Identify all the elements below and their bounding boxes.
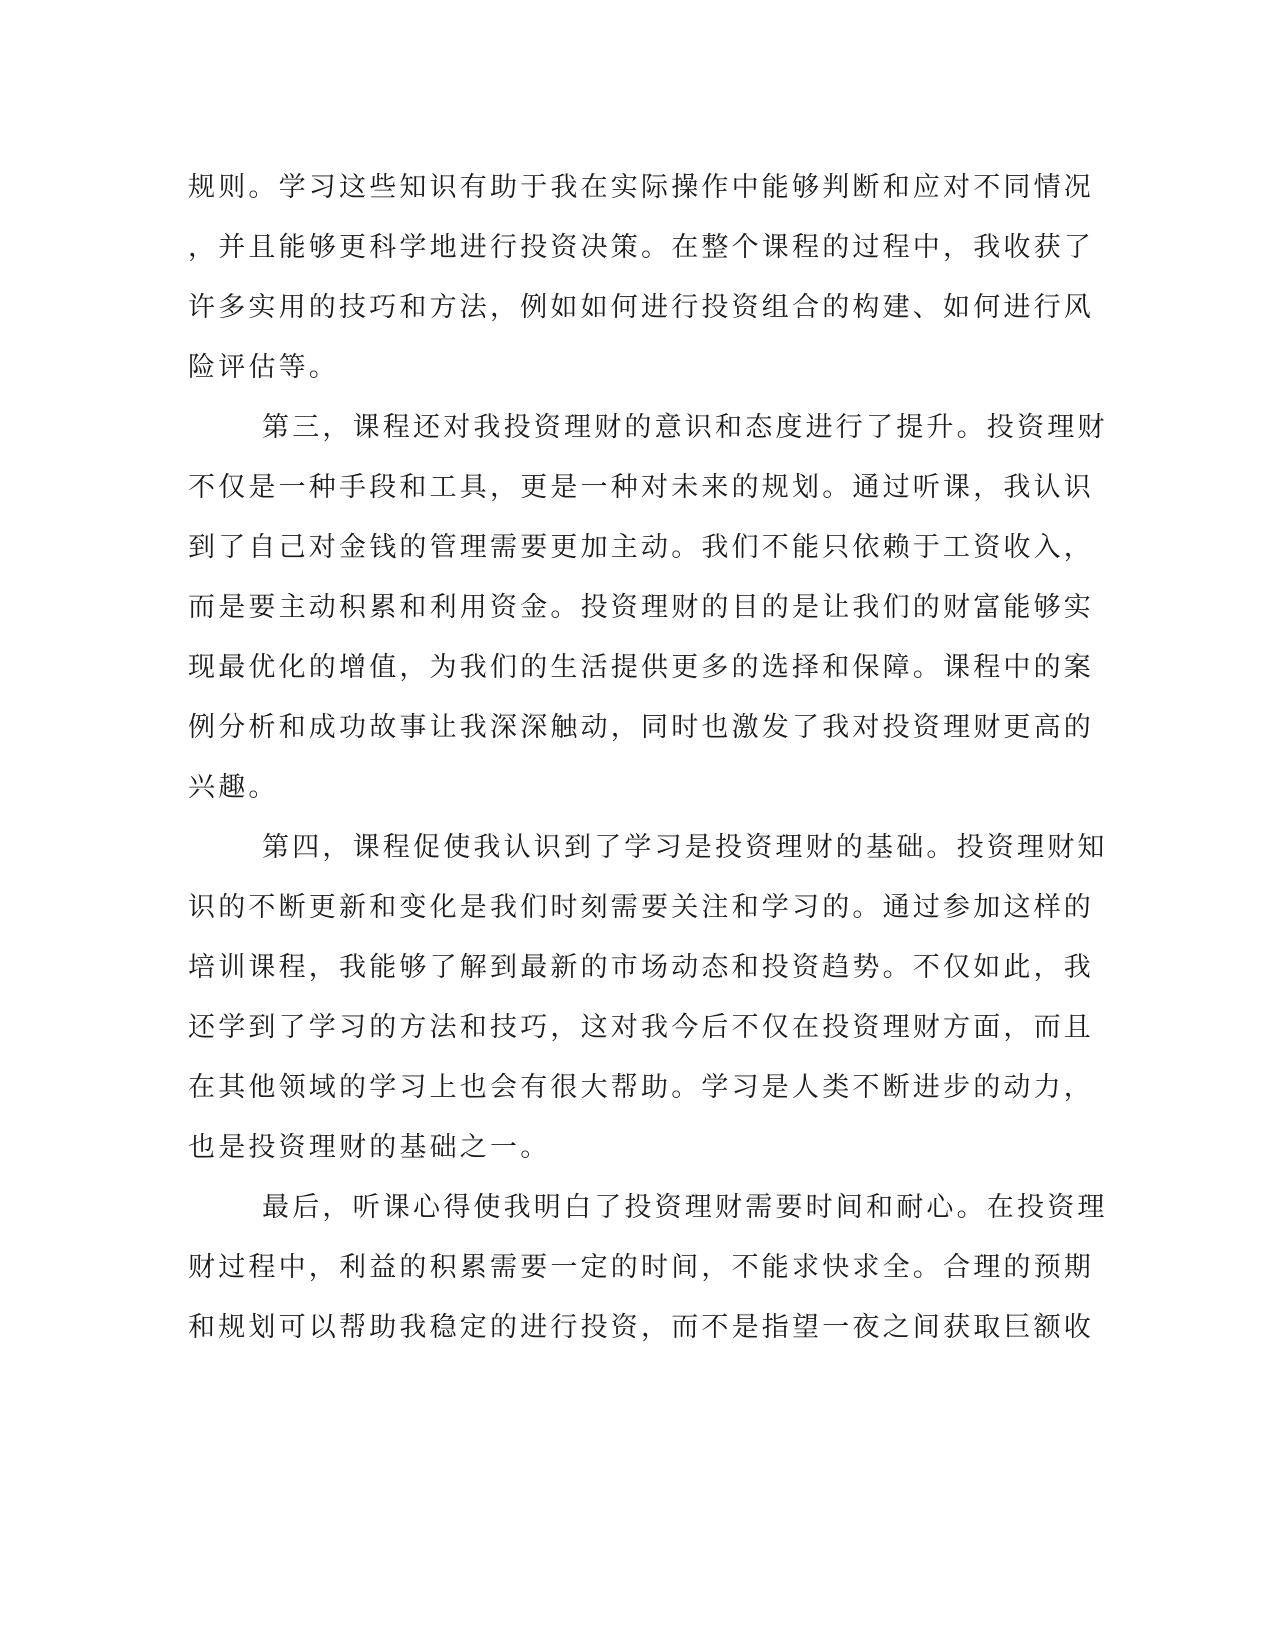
text-line: 到了自己对金钱的管理需要更加主动。我们不能只依赖于工资收入，	[188, 532, 1094, 563]
text-line: 培训课程，我能够了解到最新的市场动态和投资趋势。不仅如此，我	[188, 952, 1094, 983]
text-line: 兴趣。	[188, 772, 279, 803]
text-line: 规则。学习这些知识有助于我在实际操作中能够判断和应对不同情况	[188, 172, 1094, 203]
text-line: 也是投资理财的基础之一。	[188, 1132, 551, 1163]
text-line: 不仅是一种手段和工具，更是一种对未来的规划。通过听课，我认识	[188, 472, 1094, 503]
text-line: ，并且能够更科学地进行投资决策。在整个课程的过程中，我收获了	[188, 232, 1094, 263]
text-line: 在其他领域的学习上也会有很大帮助。学习是人类不断进步的动力，	[188, 1072, 1094, 1103]
text-line: 和规划可以帮助我稳定的进行投资，而不是指望一夜之间获取巨额收	[188, 1312, 1094, 1343]
text-line: 而是要主动积累和利用资金。投资理财的目的是让我们的财富能够实	[188, 592, 1094, 623]
text-line: 现最优化的增值，为我们的生活提供更多的选择和保障。课程中的案	[188, 652, 1094, 683]
paragraph-start-fourth: 第四，课程促使我认识到了学习是投资理财的基础。投资理财知	[262, 832, 1108, 863]
text-line: 财过程中，利益的积累需要一定的时间，不能求快求全。合理的预期	[188, 1252, 1094, 1283]
paragraph-start-finally: 最后，听课心得使我明白了投资理财需要时间和耐心。在投资理	[262, 1192, 1108, 1223]
paragraph-start-third: 第三，课程还对我投资理财的意识和态度进行了提升。投资理财	[262, 412, 1108, 443]
text-line: 例分析和成功故事让我深深触动，同时也激发了我对投资理财更高的	[188, 712, 1094, 743]
text-line: 识的不断更新和变化是我们时刻需要关注和学习的。通过参加这样的	[188, 892, 1094, 923]
text-line: 险评估等。	[188, 352, 339, 383]
text-line: 还学到了学习的方法和技巧，这对我今后不仅在投资理财方面，而且	[188, 1012, 1094, 1043]
body-text	[188, 158, 1108, 1358]
text-line: 许多实用的技巧和方法，例如如何进行投资组合的构建、如何进行风	[188, 292, 1094, 323]
